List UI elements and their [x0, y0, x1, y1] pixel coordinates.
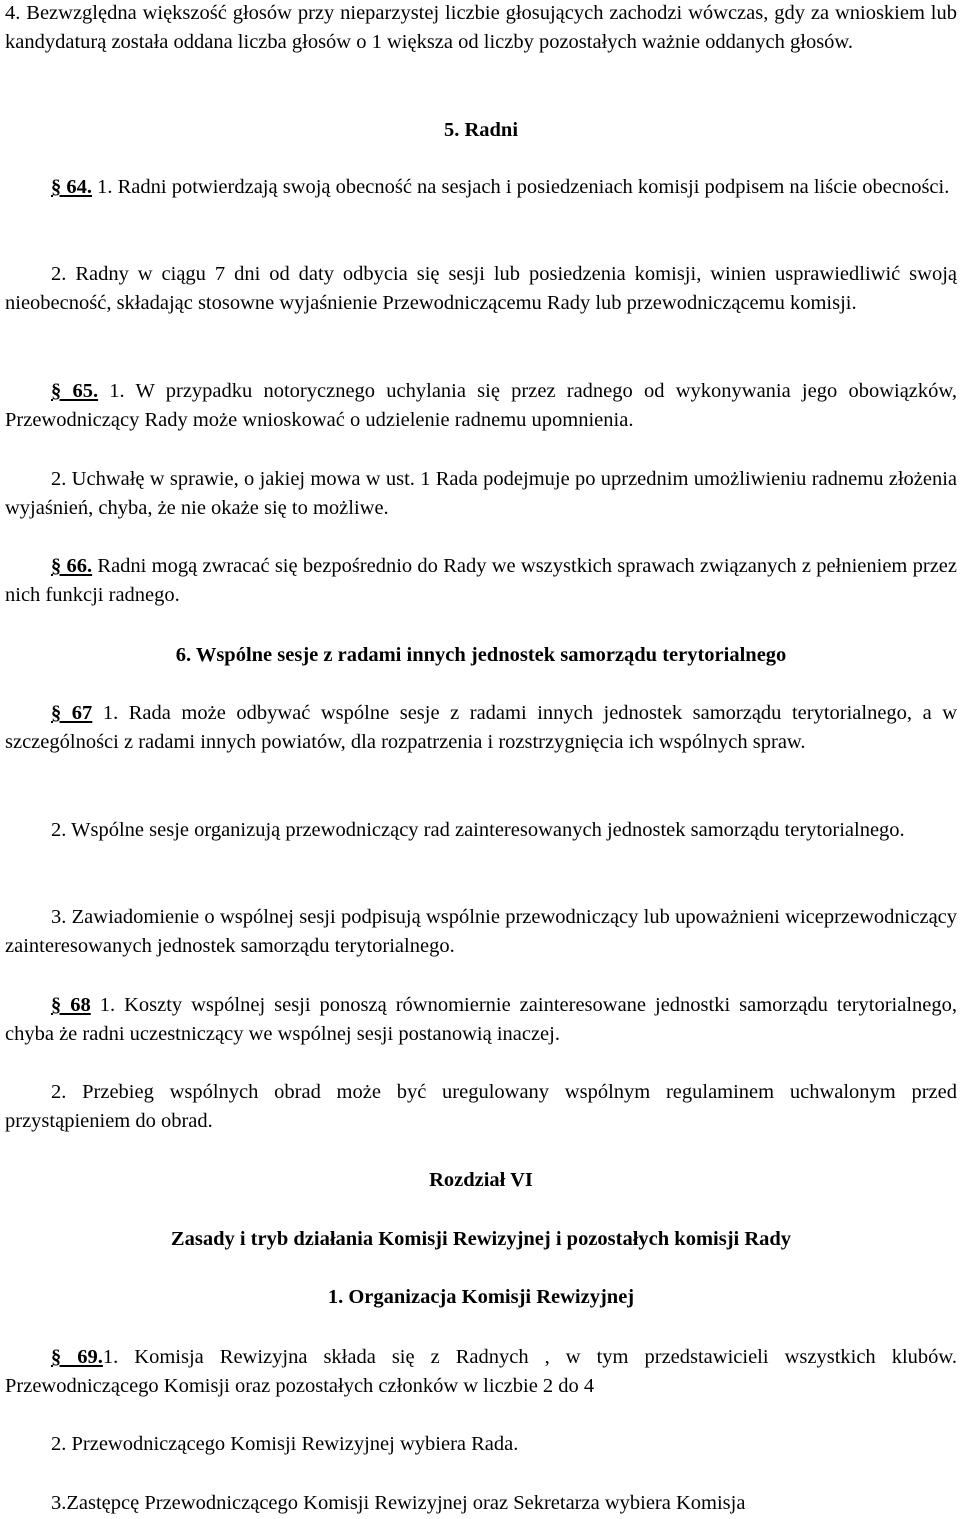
paragraph-text: Radni potwierdzają swoją obecność na sesjach i posiedzeniach komisji podpisem na liście obecności.	[117, 176, 950, 198]
paragraph-65-2	[5, 465, 957, 523]
paragraph-number: 1.	[90, 994, 125, 1016]
paragraph-text: Przebieg wspólnych obrad może być uregulowany wspólnym regulaminem uchwalonym przed przystąpieniem do obrad.	[5, 1081, 957, 1132]
chapter-heading: Rozdział VI	[429, 1169, 533, 1191]
paragraph-68-1	[5, 991, 957, 1049]
paragraph-text: Radni mogą zwracać się bezpośrednio do Rady we wszystkich sprawach związanych z pełnieniem przez nich funkcji radnego.	[5, 555, 958, 606]
section-heading-radni: 5. Radni	[443, 119, 519, 141]
paragraph-number: 2.	[51, 1433, 72, 1455]
paragraph-68-2	[5, 1078, 957, 1136]
paragraph-67-2	[5, 816, 957, 845]
paragraph-69-1	[5, 1343, 957, 1401]
paragraph-text: Wspólne sesje organizują przewodniczący rad zainteresowanych jednostek samorządu terytorialnego.	[71, 819, 905, 841]
paragraph-text: Komisja Rewizyjna składa się z Radnych , w tym przedstawicieli wszystkich klubów. Przewodniczącego Komisji oraz pozostałych członków w liczbie 2 do 4	[5, 1346, 957, 1397]
section-number: § 66.	[51, 555, 93, 577]
paragraph-number: 4.	[5, 2, 27, 24]
paragraph-majority-rule	[5, 0, 957, 57]
paragraph-text: W przypadku notorycznego uchylania się przez radnego od wykonywania jego obowiązków, Przewodniczący Rady może wnioskować o udzielenie radnemu upomnienia.	[5, 380, 957, 431]
paragraph-number: 2.	[51, 819, 72, 841]
paragraph-65-1	[5, 377, 957, 435]
paragraph-text: Radny w ciągu 7 dni od daty odbycia się sesji lub posiedzenia komisji, winien usprawiedliwić swoją nieobecność, składając stosowne wyjaśnienie Przewodniczącemu Rady lub przewodniczącemu komisji.	[5, 263, 958, 314]
paragraph-text: Przewodniczącego Komisji Rewizyjnej wybiera Rada.	[71, 1433, 519, 1455]
paragraph-text: Zawiadomienie o wspólnej sesji podpisują wspólnie przewodniczący lub upoważnieni wiceprzewodniczący zainteresowanych jednostek samorządu terytorialnego.	[5, 906, 958, 957]
paragraph-69-3	[5, 1489, 957, 1518]
paragraph-text: Rada może odbywać wspólne sesje z radami innych jednostek samorządu terytorialnego, a w szczególności z radami innych powiatów, dla rozpatrzenia i rozstrzygnięcia ich wspólnych spraw.	[5, 702, 958, 753]
paragraph-number: 2.	[51, 263, 76, 285]
paragraph-text: Bezwzględna większość głosów przy nieparzystej liczbie głosujących zachodzi wówczas, gdy za wnioskiem lub kandydaturą została oddana liczba głosów o 1 większa od liczby pozostałych ważnie oddanych głosów.	[5, 2, 958, 53]
paragraph-text: Koszty wspólnej sesji ponoszą równomiernie zainteresowane jednostki samorządu terytorialnego, chyba że radni uczestniczący we wspólnej sesji postanowią inaczej.	[5, 994, 958, 1045]
paragraph-number: 1.	[98, 380, 136, 402]
paragraph-number: 1.	[92, 176, 118, 198]
paragraph-number: 3.	[51, 1492, 67, 1514]
paragraph-67-3	[5, 903, 957, 961]
paragraph-67-1	[5, 699, 957, 757]
chapter-title: Zasady i tryb działania Komisji Rewizyjnej i pozostałych komisji Rady	[170, 1228, 792, 1250]
paragraph-66	[5, 552, 957, 610]
section-number: § 65.	[51, 380, 99, 402]
paragraph-69-2	[5, 1430, 957, 1459]
paragraph-text: Zastępcę Przewodniczącego Komisji Rewizyjnej oraz Sekretarza wybiera Komisja	[66, 1492, 746, 1514]
section-heading-wspolne-sesje: 6. Wspólne sesje z radami innych jednostek samorządu terytorialnego	[175, 644, 787, 666]
paragraph-number: 1.	[92, 702, 129, 724]
section-number: § 67	[51, 702, 93, 724]
paragraph-64-2	[5, 260, 957, 318]
paragraph-number: 2.	[51, 1081, 83, 1103]
paragraph-text: Uchwałę w sprawie, o jakiej mowa w ust. 1 Rada podejmuje po uprzednim umożliwieniu radnemu złożenia wyjaśnień, chyba, że nie okaże się to możliwe.	[5, 468, 958, 519]
section-number: § 69.	[51, 1346, 103, 1368]
paragraph-number: 2.	[51, 468, 72, 490]
paragraph-number: 1.	[102, 1346, 135, 1368]
paragraph-number: 3.	[51, 906, 72, 928]
section-heading-organizacja: 1. Organizacja Komisji Rewizyjnej	[327, 1286, 635, 1308]
section-number: § 64.	[51, 176, 92, 198]
section-number: § 68	[51, 994, 91, 1016]
paragraph-64-1	[5, 173, 957, 202]
